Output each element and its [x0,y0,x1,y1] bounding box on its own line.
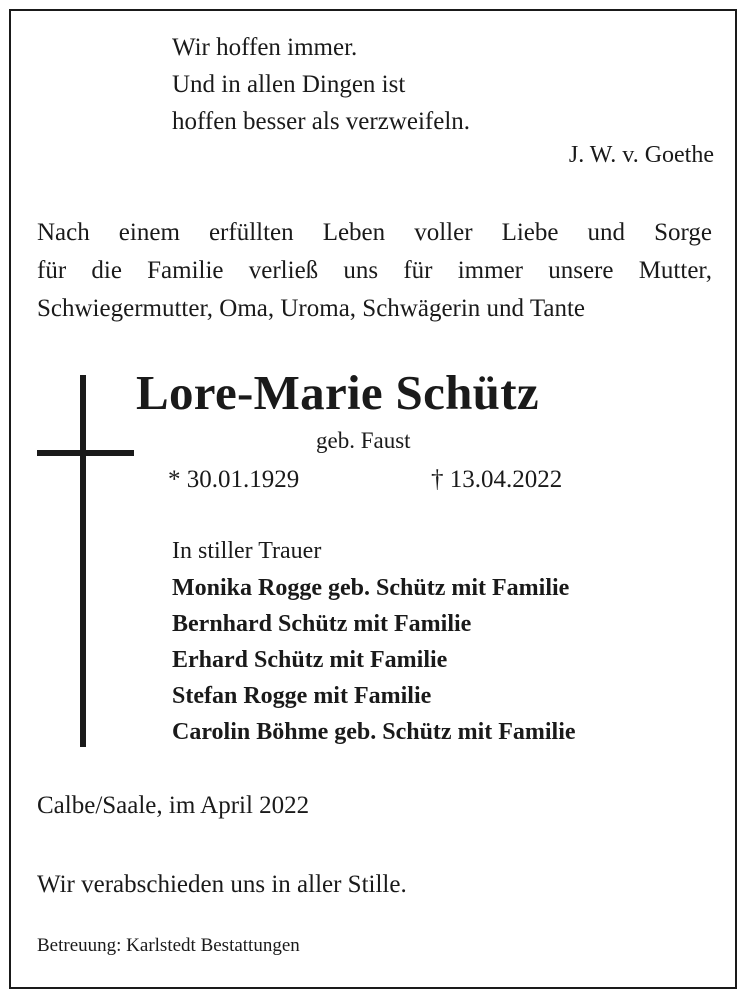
maiden-name: geb. Faust [316,428,411,453]
mourner-name: Monika Rogge geb. Schütz mit Familie [172,575,570,601]
mourner-name: Carolin Böhme geb. Schütz mit Familie [172,719,576,745]
intro-text [37,214,712,328]
death-date: † 13.04.2022 [431,466,563,493]
cross-icon-vertical [80,375,86,747]
birth-date: * 30.01.1929 [168,466,300,493]
quote-line: Und in allen Dingen ist [172,71,406,98]
intro-line: Nach einem erfüllten Leben voller Liebe und Sorge [37,219,712,246]
mourners-title: In stiller Trauer [172,538,322,564]
quote-author: J. W. v. Goethe [568,142,714,168]
mourner-name: Bernhard Schütz mit Familie [172,611,472,637]
quote-line: hoffen besser als verzweifeln. [172,108,471,135]
quote-line: Wir hoffen immer. [172,34,358,61]
farewell-text: Wir verabschieden uns in aller Stille. [37,871,407,898]
mourner-name: Stefan Rogge mit Familie [172,683,432,709]
place-date: Calbe/Saale, im April 2022 [37,792,310,819]
cross-icon-horizontal [37,450,134,456]
intro-line: für die Familie verließ uns für immer unsere Mutter, [37,257,712,284]
intro-line: Schwiegermutter, Oma, Uroma, Schwägerin und Tante [37,295,586,322]
mourner-name: Erhard Schütz mit Familie [172,647,448,673]
undertaker-credit: Betreuung: Karlstedt Bestattungen [37,935,300,956]
deceased-name: Lore-Marie Schütz [136,365,539,420]
